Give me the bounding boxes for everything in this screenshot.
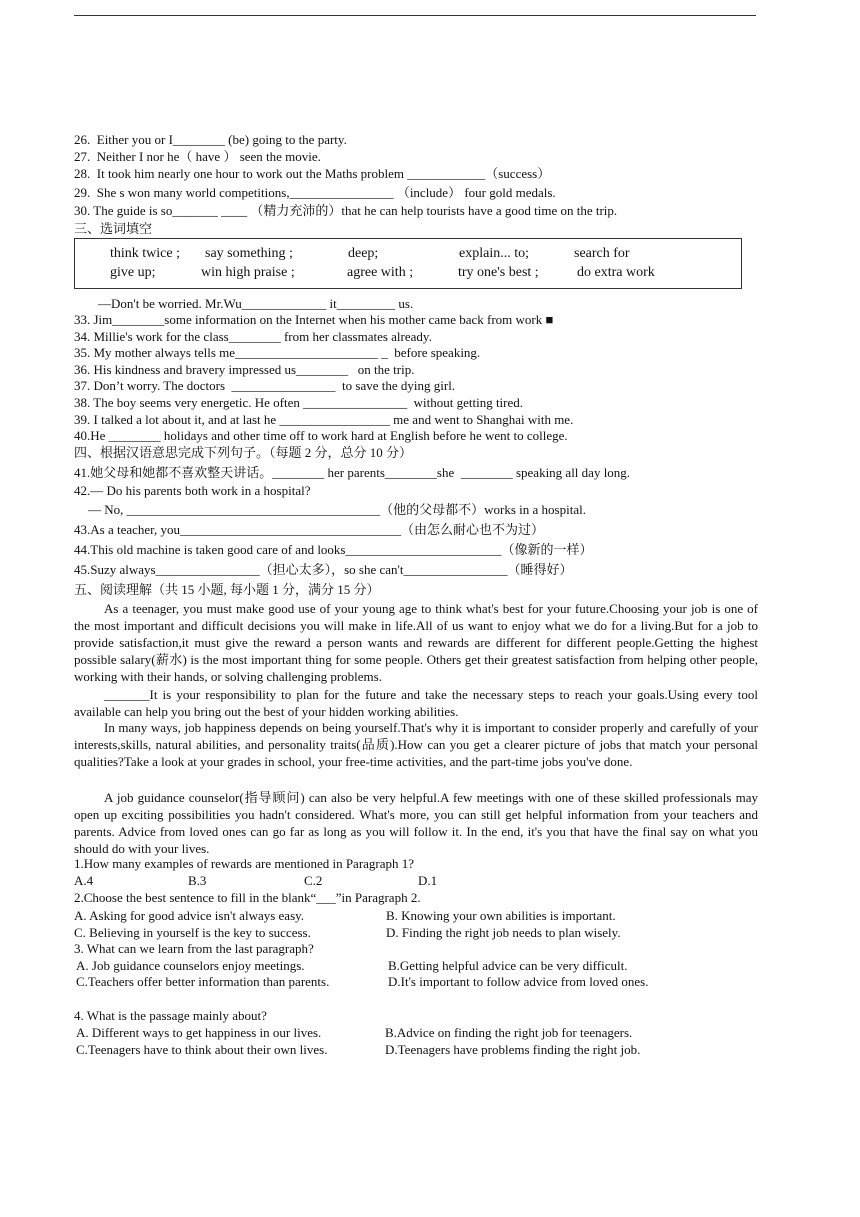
question-41: 41.她父母和她都不喜欢整天讲话。________ her parents________she ________ speaking all day long.: [74, 465, 631, 480]
option-d: D.Teenagers have problems finding the right job.: [385, 1042, 641, 1057]
word-bank-item: do extra work: [577, 265, 655, 280]
option-a: A. Job guidance counselors enjoy meetings.: [76, 958, 305, 973]
option-c: C.2: [304, 873, 323, 888]
word-bank-item: try one's best ;: [458, 265, 539, 280]
question-43: 43.As a teacher, you__________________________________（由怎么耐心也不为过）: [74, 522, 544, 537]
reading-question-1: 1.How many examples of rewards are mentioned in Paragraph 1?: [74, 856, 415, 871]
option-b: B. Knowing your own abilities is important.: [386, 908, 616, 923]
option-a: A. Asking for good advice isn't always easy.: [74, 908, 305, 923]
reading-question-3: 3. What can we learn from the last paragraph?: [74, 941, 314, 956]
option-d: D.It's important to follow advice from loved ones.: [388, 974, 649, 989]
question-27: 27. Neither I nor he（ have ） seen the movie.: [74, 149, 321, 164]
option-a: A. Different ways to get happiness in our lives.: [76, 1025, 322, 1040]
question-38: 38. The boy seems very energetic. He often ________________ without getting tired.: [74, 395, 524, 410]
reading-paragraph: As a teenager, you must make good use of your young age to think what's best for your future.Choosing your job is one of the most important and difficult decisions you will make in life.All of us want to enjoy what we do for a living.But for a job to provide satisfaction,it must give the reward a person wants and rewards are different for different people.Getting the highest possible salary(薪水) is the most important thing for some people. Others get their greatest satisfaction from helping other people, working with their hands, or solving challenging problems.: [74, 601, 758, 684]
question-42: 42.— Do his parents both work in a hospital?: [74, 483, 311, 498]
option-c: C. Believing in yourself is the key to success.: [74, 925, 311, 940]
question-40: 40.He ________ holidays and other time off to work hard at English before he went to college.: [74, 428, 568, 443]
question-35: 35. My mother always tells me______________________ _ before speaking.: [74, 345, 481, 360]
question-45: 45.Suzy always________________（担心太多），so she can't________________（睡得好）: [74, 562, 573, 577]
question-36: 36. His kindness and bravery impressed us________ on the trip.: [74, 362, 415, 377]
option-c: C.Teachers offer better information than parents.: [76, 974, 330, 989]
option-a: A.4: [74, 873, 94, 888]
question-32: —Don't be worried. Mr.Wu_____________ it_________ us.: [98, 296, 414, 311]
question-28: 28. It took him nearly one hour to work out the Maths problem ____________（success）: [74, 166, 551, 181]
option-d: D. Finding the right job needs to plan wisely.: [386, 925, 621, 940]
reading-paragraph: In many ways, job happiness depends on being yourself.That's why it is important to consider properly and carefully of your interests,skills, natural abilities, and personality traits(品质).How can you get a clearer picture of jobs that match your personal qualities?Take a look at your grades in school, your free-time activities, and the part-time jobs you've done.: [74, 720, 758, 769]
word-bank-item: win high praise ;: [201, 265, 295, 280]
question-34: 34. Millie's work for the class________ from her classmates already.: [74, 329, 432, 344]
question-39: 39. I talked a lot about it, and at last he _________________ me and went to Shanghai with me.: [74, 412, 574, 427]
question-37: 37. Don’t worry. The doctors ________________ to save the dying girl.: [74, 378, 456, 393]
question-29: 29. She s won many world competitions,________________ （include） four gold medals.: [74, 185, 556, 200]
question-33: 33. Jim________some information on the Internet when his mother came back from work ■: [74, 312, 554, 327]
question-44: 44.This old machine is taken good care of and looks________________________（像新的一样）: [74, 542, 593, 557]
word-bank-item: explain... to;: [459, 246, 529, 261]
option-b: B.Advice on finding the right job for teenagers.: [385, 1025, 633, 1040]
question-26: 26. Either you or I________ (be) going to the party.: [74, 132, 347, 147]
option-b: B.3: [188, 873, 207, 888]
word-bank-item: say something ;: [205, 246, 293, 261]
reading-paragraph: A job guidance counselor(指导顾问) can also be very helpful.A few meetings with one of these skilled professionals may open up exciting possibilities you hadn't considered. What's more, you can still get helpful information from your teachers and parents. Advice from loved ones can go far as long as you will follow it. In the end, it's you that have the final say on what you should do with your lives.: [74, 790, 758, 856]
reading-question-2: 2.Choose the best sentence to fill in the blank“___”in Paragraph 2.: [74, 890, 421, 905]
reading-question-4: 4. What is the passage mainly about?: [74, 1008, 267, 1023]
reading-paragraph: _______It is your responsibility to plan for the future and take the necessary steps to reach your goals.Using every tool available can help you bring out the best of your hidden working abilities.: [74, 687, 758, 719]
question-42-answer: — No, _______________________________________（他的父母都不）works in a hospital.: [88, 502, 586, 517]
section4-title: 四、根据汉语意思完成下列句子。（每题 2 分，总分 10 分）: [74, 445, 413, 460]
section3-title: 三、选词填空: [74, 221, 153, 236]
word-bank-box: [74, 238, 742, 289]
option-d: D.1: [418, 873, 438, 888]
word-bank-item: search for: [574, 246, 630, 261]
word-bank-item: agree with ;: [347, 265, 414, 280]
option-c: C.Teenagers have to think about their own lives.: [76, 1042, 328, 1057]
header-rule: [74, 15, 756, 16]
word-bank-item: think twice ;: [110, 246, 180, 261]
option-b: B.Getting helpful advice can be very difficult.: [388, 958, 628, 973]
word-bank-item: deep;: [348, 246, 379, 261]
section5-title: 五、阅读理解（共 15 小题, 每小题 1 分，满分 15 分）: [74, 582, 380, 597]
question-30: 30. The guide is so_______ ____ （精力充沛的）that he can help tourists have a good time on the trip.: [74, 203, 618, 218]
word-bank-item: give up;: [110, 265, 156, 280]
